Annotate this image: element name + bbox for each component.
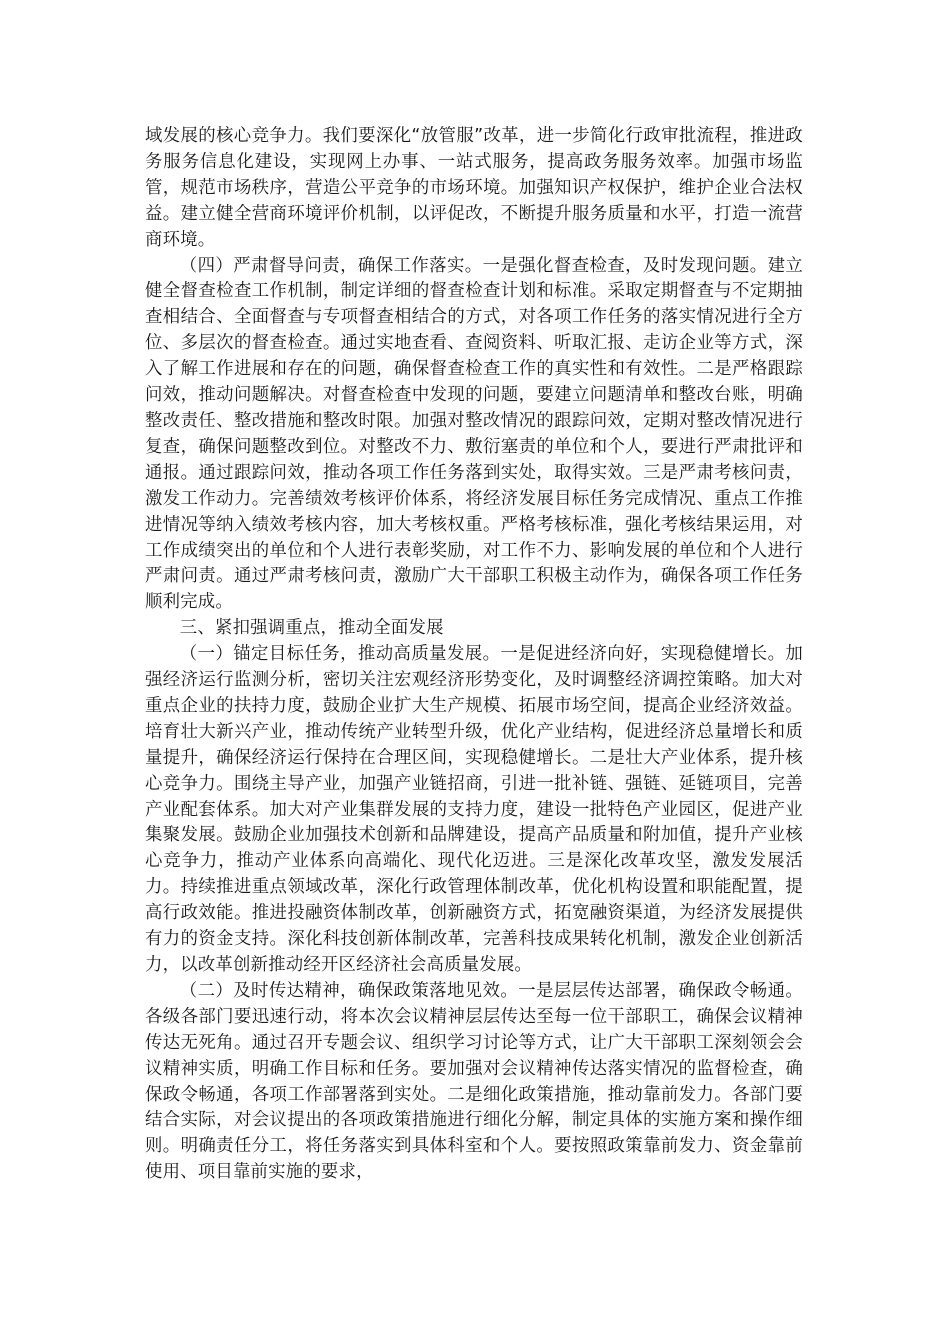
paragraph-2: （四）严肃督导问责，确保工作落实。一是强化督查检查，及时发现问题。建立健全督查检查工作机制，制定详细的督查检查计划和标准。采取定期督查与不定期抽查相结合、全面督查与专项督查相结合的方式，对各项工作任务的落实情况进行全方位、多层次的督查检查。通过实地查看、查阅资料、听取汇报、走访企业等方式，深入了解工作进展和存在的问题，确保督查检查工作的真实性和有效性。二是严格跟踪问效，推动问题解决。对督查检查中发现的问题，要建立问题清单和整改台账，明确整改责任、整改措施和整改时限。加强对整改情况的跟踪问效，定期对整改情况进行复查，确保问题整改到位。对整改不力、敷衍塞责的单位和个人，要进行严肃批评和通报。通过跟踪问效，推动各项工作任务落到实处，取得实效。三是严肃考核问责，激发工作动力。完善绩效考核评价体系，将经济发展目标任务完成情况、重点工作推进情况等纳入绩效考核内容，加大考核权重。严格考核标准，强化考核结果运用，对工作成绩突出的单位和个人进行表彰奖励，对工作不力、影响发展的单位和个人进行严肃问责。通过严肃考核问责，激励广大干部职工积极主动作为，确保各项工作任务顺利完成。 (145, 255, 803, 613)
paragraph-4: （一）锚定目标任务，推动高质量发展。一是促进经济向好，实现稳健增长。加强经济运行监测分析，密切关注宏观经济形势变化，及时调整经济调控策略。加大对重点企业的扶持力度，鼓励企业扩大生产规模、拓展市场空间，提高企业经济效益。培育壮大新兴产业，推动传统产业转型升级，优化产业结构，促进经济总量增长和质量提升，确保经济运行保持在合理区间，实现稳健增长。二是壮大产业体系，提升核心竞争力。围绕主导产业，加强产业链招商，引进一批补链、强链、延链项目，完善产业配套体系。加大对产业集群发展的支持力度，建设一批特色产业园区，促进产业集聚发展。鼓励企业加强技术创新和品牌建设，提高产品质量和附加值，提升产业核心竞争力，推动产业体系向高端化、现代化迈进。三是深化改革攻坚，激发发展活力。持续推进重点领域改革，深化行政管理体制改革，优化机构设置和职能配置，提高行政效能。推进投融资体制改革，创新融资方式，拓宽融资渠道，为经济发展提供有力的资金支持。深化科技创新体制改革，完善科技成果转化机制，激发企业创新活力，以改革创新推动经开区经济社会高质量发展。 (145, 644, 803, 975)
paragraph-5: （二）及时传达精神，确保政策落地见效。一是层层传达部署，确保政令畅通。各级各部门要迅速行动，将本次会议精神层层传达至每一位干部职工，确保会议精神传达无死角。通过召开专题会议、组织学习讨论等方式，让广大干部职工深刻领会会议精神实质，明确工作目标和任务。要加强对会议精神传达落实情况的监督检查，确保政令畅通，各项工作部署落到实处。二是细化政策措施，推动靠前发力。各部门要结合实际，对会议提出的各项政策措施进行细化分解，制定具体的实施方案和操作细则。明确责任分工，将任务落实到具体科室和个人。要按照政策靠前发力、资金靠前使用、项目靠前实施的要求， (145, 980, 803, 1183)
paragraph-1: 域发展的核心竞争力。我们要深化“放管服”改革，进一步简化行政审批流程，推进政务服务信息化建设，实现网上办事、一站式服务，提高政务服务效率。加强市场监管，规范市场秩序，营造公平竞争的市场环境。加强知识产权保护，维护企业合法权益。建立健全营商环境评价机制，以评促改，不断提升服务质量和水平，打造一流营商环境。 (145, 126, 803, 250)
document-body (145, 124, 803, 1186)
section-heading-3: 三、紧扣强调重点，推动全面发展 (179, 618, 444, 639)
